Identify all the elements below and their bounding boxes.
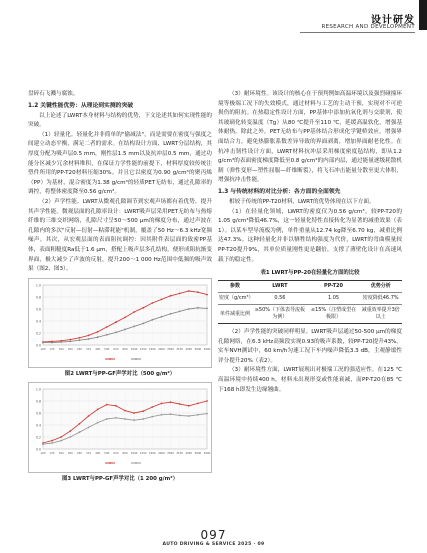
page-header [0, 0, 427, 34]
x-tick-label: 630 [113, 452, 119, 456]
x-tick-label: 100 [40, 452, 46, 456]
x-tick-label: 2500 [167, 452, 174, 456]
legend-marker [135, 358, 137, 360]
data-point [79, 337, 81, 339]
x-tick-label: 5000 [194, 347, 202, 351]
x-tick-label: 125 [49, 347, 55, 351]
y-tick-label: 1.0 [35, 387, 41, 392]
data-point [161, 414, 163, 416]
x-tick-label: 800 [122, 452, 128, 456]
data-point [197, 414, 199, 416]
data-point [151, 416, 153, 418]
table-cell: 1.05 [308, 293, 360, 305]
x-tick-label: 800 [122, 347, 128, 351]
data-point [79, 423, 81, 425]
data-point [179, 403, 181, 405]
x-tick-label: 500 [104, 347, 110, 351]
table-header-cell: PP-T20 [308, 281, 360, 293]
data-point [161, 403, 163, 405]
page-footer [0, 528, 427, 547]
chart-frame [28, 278, 212, 369]
data-point [133, 325, 135, 327]
x-tick-label: 250 [76, 452, 82, 456]
data-point [142, 411, 144, 413]
data-point [88, 338, 90, 340]
data-point [69, 436, 71, 438]
data-point [115, 417, 117, 419]
data-point [60, 341, 62, 343]
data-point [179, 292, 181, 294]
paragraph: （3）耐环境性方面，LWRT展现出对极端工况的强适应性。在125 ℃高温环境中持续400 h，材料未出现形变或性能衰减，而PP-T20在85 ℃下168 h即发生边缘翘曲。 [218, 367, 402, 393]
data-point [206, 413, 208, 415]
data-point [115, 321, 117, 323]
figure-caption: 图2 LWRT与PP-GF声学对比（500 g/m²） [64, 371, 176, 378]
data-point [51, 442, 53, 444]
data-point [124, 418, 126, 420]
x-tick-label: 6300 [203, 452, 211, 456]
data-point [197, 307, 199, 309]
data-point [133, 412, 135, 414]
paragraph: （2）声学性能。LWRT从微观孔隙调节到宏观声场都有着优势，提升其声学性能。微观层面的孔隙率设计：LWRT吸声层采用PET无纺布与热熔纤维的三维交织网络，孔隙尺寸呈50～500 μm的梯度分布，通过声波在孔隙内的多次"反射—衍射—粘滞耗能"机制，覆盖了50 Hz～6.3 kHz宽频噪声。其次，从宏观层面的表面阻抗调控：因其附件表层面的致密PP基体，表面粗糙度Ra低于1.6 μm，搭配上吸声层多孔结构，便形成阻抗渐变界面，极大减少了声波的反射，提升200～1 000 Hz范围中低频的吸声效果（图2、图3）。 [28, 198, 212, 273]
x-tick-label: 1250 [139, 452, 147, 456]
x-tick-label: 200 [67, 452, 73, 456]
data-point [206, 400, 208, 402]
data-point [115, 331, 117, 333]
data-point [142, 418, 144, 420]
y-tick-label: 0.0 [35, 447, 41, 452]
data-point [79, 432, 81, 434]
data-point [97, 331, 99, 333]
data-point [188, 308, 190, 310]
right-column [218, 90, 402, 395]
data-point [170, 414, 172, 416]
table-cell: 0.56 [252, 293, 308, 305]
data-point [42, 444, 44, 446]
legend-marker [109, 358, 111, 360]
section-subtitle: RESEARCH AND DEVELOPMENT [321, 24, 415, 30]
data-point [133, 311, 135, 313]
y-tick-label: 0.8 [35, 295, 41, 300]
data-point [161, 298, 163, 300]
x-tick-label: 315 [86, 347, 92, 351]
table-cell: 减重效率提升3倍以上 [359, 305, 402, 324]
data-point [197, 403, 199, 405]
section-heading: 1.3 与传统材料的对比分析：各方面的全面领先 [218, 188, 341, 195]
data-point [151, 406, 153, 408]
table-header-row [218, 281, 402, 293]
table-cell: 单件减重比例 [218, 305, 252, 324]
figure-caption: 图3 LWRT与PP-GF声学对比（1 200 g/m²） [61, 475, 178, 482]
x-tick-label: 200 [67, 347, 73, 351]
x-tick-label: 1000 [130, 452, 138, 456]
x-tick-label: 315 [86, 452, 92, 456]
y-tick-label: 0.4 [35, 423, 41, 428]
data-point [69, 338, 71, 340]
chart-frame [28, 382, 212, 473]
data-point [106, 326, 108, 328]
data-point [124, 410, 126, 412]
x-tick-label: 1600 [149, 347, 156, 351]
x-tick-label: 2000 [158, 452, 165, 456]
corner-tab [419, 0, 427, 30]
x-tick-label: 630 [113, 347, 119, 351]
data-point [88, 334, 90, 336]
data-point [170, 402, 172, 404]
data-point [161, 316, 163, 318]
table-header-cell: 参数 [218, 281, 252, 293]
paragraph: 以上论述了LWRT本身材料与结构的优势，下文论述其如何实现性能的突破。 [28, 112, 212, 129]
paragraph: （2）声学性能的突破同样明显。LWRT吸声层通过50-500 μm的梯度孔隙网络，在6.3 kHz高频段实现0.93的吸声系数，较PP-T20提升43%。实车NVH测试中，60 km/h匀速工况下车内噪声降低3.3 dB，主观静谧性评分提升20%（表2）。 [218, 329, 402, 364]
table-cell: 密度（g/cm³） [218, 293, 252, 305]
paragraph: （1）在轻量化领域，LWRT的密度仅为0.56 g/cm³，较PP-T20的1.05 g/cm³降低46.7%，这一轻量化特性直接转化为显著的减重效果（表1）。以某车型导流板为例，单件重量从12.74 kg降至6.70 kg，减重比例达47.3%。这种轻量化并非以牺牲结构强度为代价，LWRT的弯曲模量较PP-T20提升9%，其单位质量刚性更是翻倍，支撑了薄壁化设计在高速风载下的稳定性。 [218, 208, 402, 263]
y-tick-label: 0.0 [35, 343, 41, 348]
data-point [188, 405, 190, 407]
paragraph: 盘碎石飞溅与腐蚀。 [28, 91, 79, 97]
data-point [97, 409, 99, 411]
y-tick-label: 1.0 [35, 283, 41, 288]
y-tick-label: 0.4 [35, 319, 41, 324]
data-point [170, 295, 172, 297]
data-point [51, 440, 53, 442]
magazine-name: AUTO DRIVING & SERVICE 2025 · 09 [162, 542, 265, 547]
table-cell: 密度降低46.7% [359, 293, 402, 305]
data-point [179, 415, 181, 417]
x-tick-label: 160 [58, 347, 64, 351]
y-tick-label: 0.2 [35, 435, 41, 440]
y-tick-label: 0.6 [35, 307, 41, 312]
x-tick-label: 5000 [194, 452, 202, 456]
data-point [179, 310, 181, 312]
left-column [28, 90, 212, 487]
data-point [106, 404, 108, 406]
acoustic-chart-500 [29, 279, 213, 363]
data-point [124, 316, 126, 318]
table-header-cell: 优势分析 [359, 281, 402, 293]
data-point [60, 440, 62, 442]
x-tick-label: 1250 [139, 347, 147, 351]
x-tick-label: 125 [49, 452, 55, 456]
page-number: 097 [200, 528, 227, 542]
x-tick-label: 500 [104, 452, 110, 456]
data-point [151, 319, 153, 321]
data-point [151, 302, 153, 304]
data-point [88, 415, 90, 417]
acoustic-chart-1200 [29, 383, 213, 467]
data-point [188, 290, 190, 292]
data-point [42, 341, 44, 343]
x-tick-label: 2500 [167, 347, 174, 351]
x-tick-label: 400 [95, 452, 101, 456]
header-divider [300, 32, 415, 33]
data-point [69, 430, 71, 432]
y-tick-label: 0.2 [35, 331, 41, 336]
paragraph: （1）轻量化。轻量化并非简单的"偷减法"，而是需要在密度与强度之间建立动态平衡，满足二者的需求。在结构设计方面，LWRT分层结构，其厚度分配为吸声层0.5 mm，刚性层1.5 mm以及抗冲层0.5 mm，通过功能分区减少冗余材料堆积，在保证力学性能的前提下，材料厚度较传统注塑件所用的PP-T20材料压缩30%。并且它以密度为0.90 g/cm³的聚丙烯（PP）为基材，混合密度为1.38 g/cm³的轻质PET无纺布，通过孔隙率的调控，将整体密度降至0.56 g/cm³。 [28, 131, 212, 196]
figure-2 [28, 278, 212, 380]
table-header-cell: LWRT [252, 281, 308, 293]
table-caption: 表1 LWRT与PP-20在轻量化方面的比较 [260, 270, 360, 277]
paragraph: 相较于传统的PP-T20材料，LWRT的优势体现在以下方面。 [229, 198, 375, 205]
data-point [188, 415, 190, 417]
x-tick-label: 250 [76, 347, 82, 351]
data-point [60, 436, 62, 438]
x-tick-label: 1000 [130, 347, 138, 351]
x-tick-label: 4000 [185, 347, 193, 351]
section-heading: 1.2 关键性能优势：从理论到实测的突破 [28, 102, 134, 109]
data-point [142, 307, 144, 309]
data-point [197, 291, 199, 293]
data-point [124, 328, 126, 330]
x-tick-label: 3150 [176, 347, 183, 351]
table-cell: ≥50%（下体表导流板为例） [252, 305, 308, 324]
data-point [106, 334, 108, 336]
table-cell: ≤15%（注塑成型在极限） [308, 305, 360, 324]
data-point [97, 336, 99, 338]
figure-3 [28, 382, 212, 484]
paragraph: （3）耐环境性。该设计的核心在于预判例如高温环境以及强烈碰撞环境等极端工况下的失效模式，通过材料与工艺的主动干预，实现对不可逆损伤的阻抗。在热稳定性设计方面，PP基体中添加抗氧化剂与交联剂，使其玻璃化转变温度（Tg）从80 ℃提升至110 ℃，延缓高温软化，增强基体耐热。除此之外，PET无纺布与PP基体结合形成化学键桥效应，增强界面结合力，避免热膨胀系数差异导致的界面剥离，增加界面耐老化性。在抗冲击韧性设计方面，LWRT材料抗冲层采用梯度密度毡结构，即从1.2 g/cm³的表面密度梯度降低至0.8 g/cm³的内部内层，通过能量逐级耗散机制（弹性变形—塑性屈服—纤维断裂），将飞石冲击能量分散至更大体积，增强抗冲击性能。 [218, 91, 402, 184]
x-tick-label: 6300 [203, 347, 211, 351]
data-point [88, 427, 90, 429]
comparison-table [218, 280, 402, 324]
x-tick-label: 2000 [158, 347, 165, 351]
legend-marker [109, 462, 111, 464]
table-row [218, 305, 402, 324]
x-tick-label: 4000 [185, 452, 193, 456]
data-point [206, 293, 208, 295]
x-tick-label: 3150 [176, 452, 183, 456]
legend-marker [135, 462, 137, 464]
data-point [115, 405, 117, 407]
data-point [51, 341, 53, 343]
data-point [142, 322, 144, 324]
x-tick-label: 160 [58, 452, 64, 456]
y-tick-label: 0.6 [35, 411, 41, 416]
x-tick-label: 100 [40, 347, 46, 351]
table-row [218, 293, 402, 305]
section-title: 设计研发 [371, 15, 415, 26]
data-point [69, 340, 71, 342]
data-point [106, 418, 108, 420]
data-point [79, 339, 81, 341]
data-point [97, 422, 99, 424]
y-tick-label: 0.8 [35, 399, 41, 404]
data-point [133, 420, 135, 422]
data-point [206, 307, 208, 309]
x-tick-label: 400 [95, 347, 101, 351]
data-point [170, 313, 172, 315]
x-tick-label: 1600 [149, 452, 156, 456]
